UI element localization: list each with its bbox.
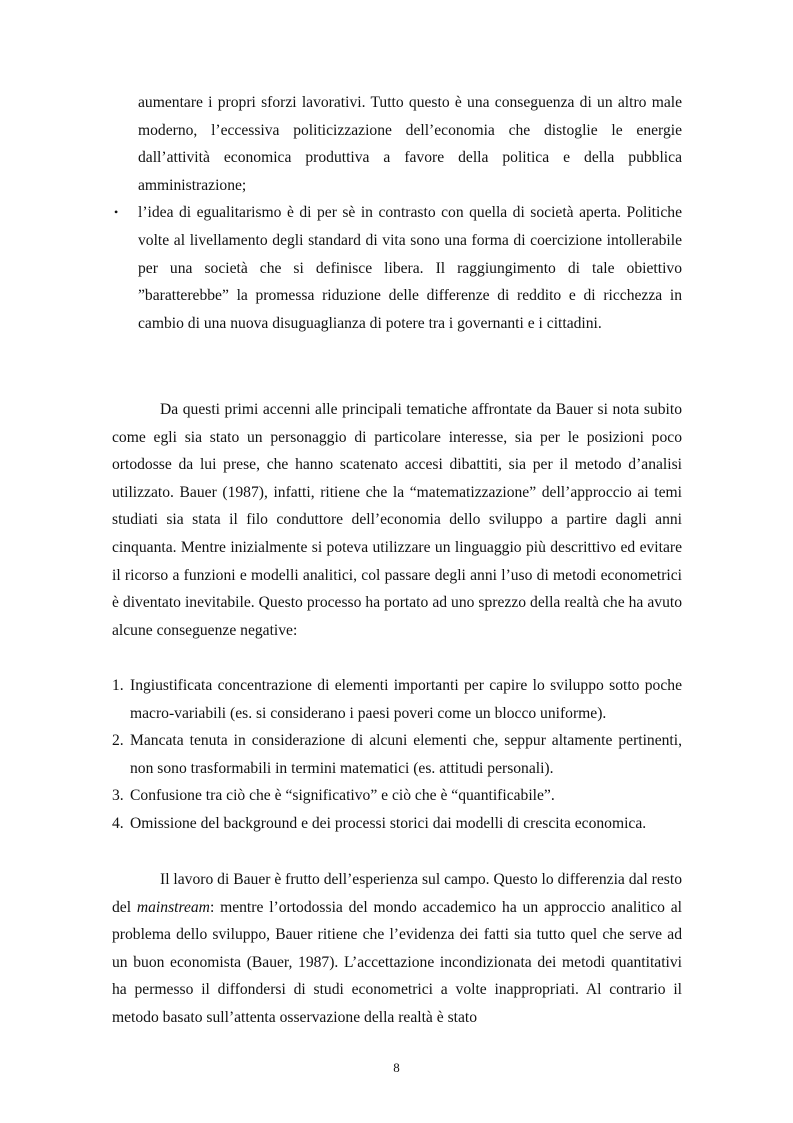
numbered-item-3 bbox=[112, 782, 682, 810]
paragraph-1 bbox=[112, 396, 682, 644]
numbered-marker-1: 1. bbox=[112, 677, 124, 694]
bullet-item bbox=[112, 199, 682, 337]
page-number: 8 bbox=[393, 1060, 400, 1075]
numbered-text-1: Ingiustificata concentrazione di elementi importanti per capire lo sviluppo sotto poche macro-variabili (es. si considerano i paesi poveri come un blocco uniforme). bbox=[130, 677, 682, 722]
numbered-item-2 bbox=[112, 727, 682, 782]
bullet-item-continuation bbox=[112, 89, 682, 199]
numbered-marker-3: 3. bbox=[112, 787, 124, 805]
numbered-text-4: Omissione del background e dei processi storici dai modelli di crescita economica. bbox=[130, 814, 647, 832]
bullet-marker: • bbox=[114, 205, 119, 220]
bullet-continuation-text: aumentare i propri sforzi lavorativi. Tutto questo è una conseguenza di un altro male moderno, l’eccessiva politicizzazione dell’economia che distoglie le energie dall’attività economica produttiva a favore della politica e della pubblica amministrazione; bbox=[138, 94, 682, 194]
bullet-item-text: l’idea di egualitarismo è di per sè in contrasto con quella di società aperta. Politiche volte al livellamento degli standard di vita sono una forma di coercizione intollerabile per una società che si definisce libera. Il raggiungimento di tale obiettivo ”baratterebbe” la promessa riduzione delle differenze di reddito e di ricchezza in cambio di una nuova disuguaglianza di potere tra i governanti e i cittadini. bbox=[138, 204, 682, 332]
paragraph-2-before: Il lavoro di Bauer è frutto dell’esperienza sul campo. Questo lo differenzia dal resto del bbox=[112, 871, 682, 916]
numbered-list bbox=[112, 672, 682, 838]
numbered-text-2: Mancata tenuta in considerazione di alcuni elementi che, seppur altamente pertinenti, non sono trasformabili in termini matematici (es. attitudi personali). bbox=[130, 732, 682, 777]
numbered-item-4 bbox=[112, 810, 682, 838]
bullet-list bbox=[112, 89, 682, 337]
numbered-text-3: Confusione tra ciò che è “significativo” e ciò che è “quantificabile”. bbox=[130, 787, 555, 805]
numbered-marker-4: 4. bbox=[112, 814, 124, 832]
numbered-item-1 bbox=[112, 672, 682, 727]
paragraph-2 bbox=[112, 866, 682, 1032]
paragraph-1-text: Da questi primi accenni alle principali tematiche affrontate da Bauer si nota subito come egli sia stato un personaggio di particolare interesse, sia per le posizioni poco ortodosse da lui prese, che hanno scatenato accesi dibattiti, sia per il metodo d’analisi utilizzato. Bauer (1987), infatti, ritiene che la “matematizzazione” dell’approccio ai temi studiati sia stata il filo conduttore dell’economia dello sviluppo a partire dagli anni cinquanta. Mentre inizialmente si poteva utilizzare un linguaggio più descrittivo ed evitare il ricorso a funzioni e modelli analitici, col passare degli anni l’uso di metodi econometrici è diventato inevitabile. Questo processo ha portato ad uno sprezzo della realtà che ha avuto alcune conseguenze negative: bbox=[112, 401, 682, 639]
paragraph-2-text bbox=[112, 866, 682, 1032]
numbered-marker-2: 2. bbox=[112, 732, 124, 750]
paragraph-2-italic: mainstream bbox=[136, 898, 210, 916]
paragraph-2-after: : mentre l’ortodossia del mondo accademico ha un approccio analitico al problema dello sviluppo, Bauer ritiene che l’evidenza dei fatti sia tutto quel che serve ad un buon economista (Bauer, 1987). L’accettazione incondizionata dei metodi quantitativi ha permesso il diffondersi di studi econometrici a volte inappropriati. Al contrario il metodo basato sull’attenta osservazione della realtà è stato bbox=[112, 898, 683, 1026]
